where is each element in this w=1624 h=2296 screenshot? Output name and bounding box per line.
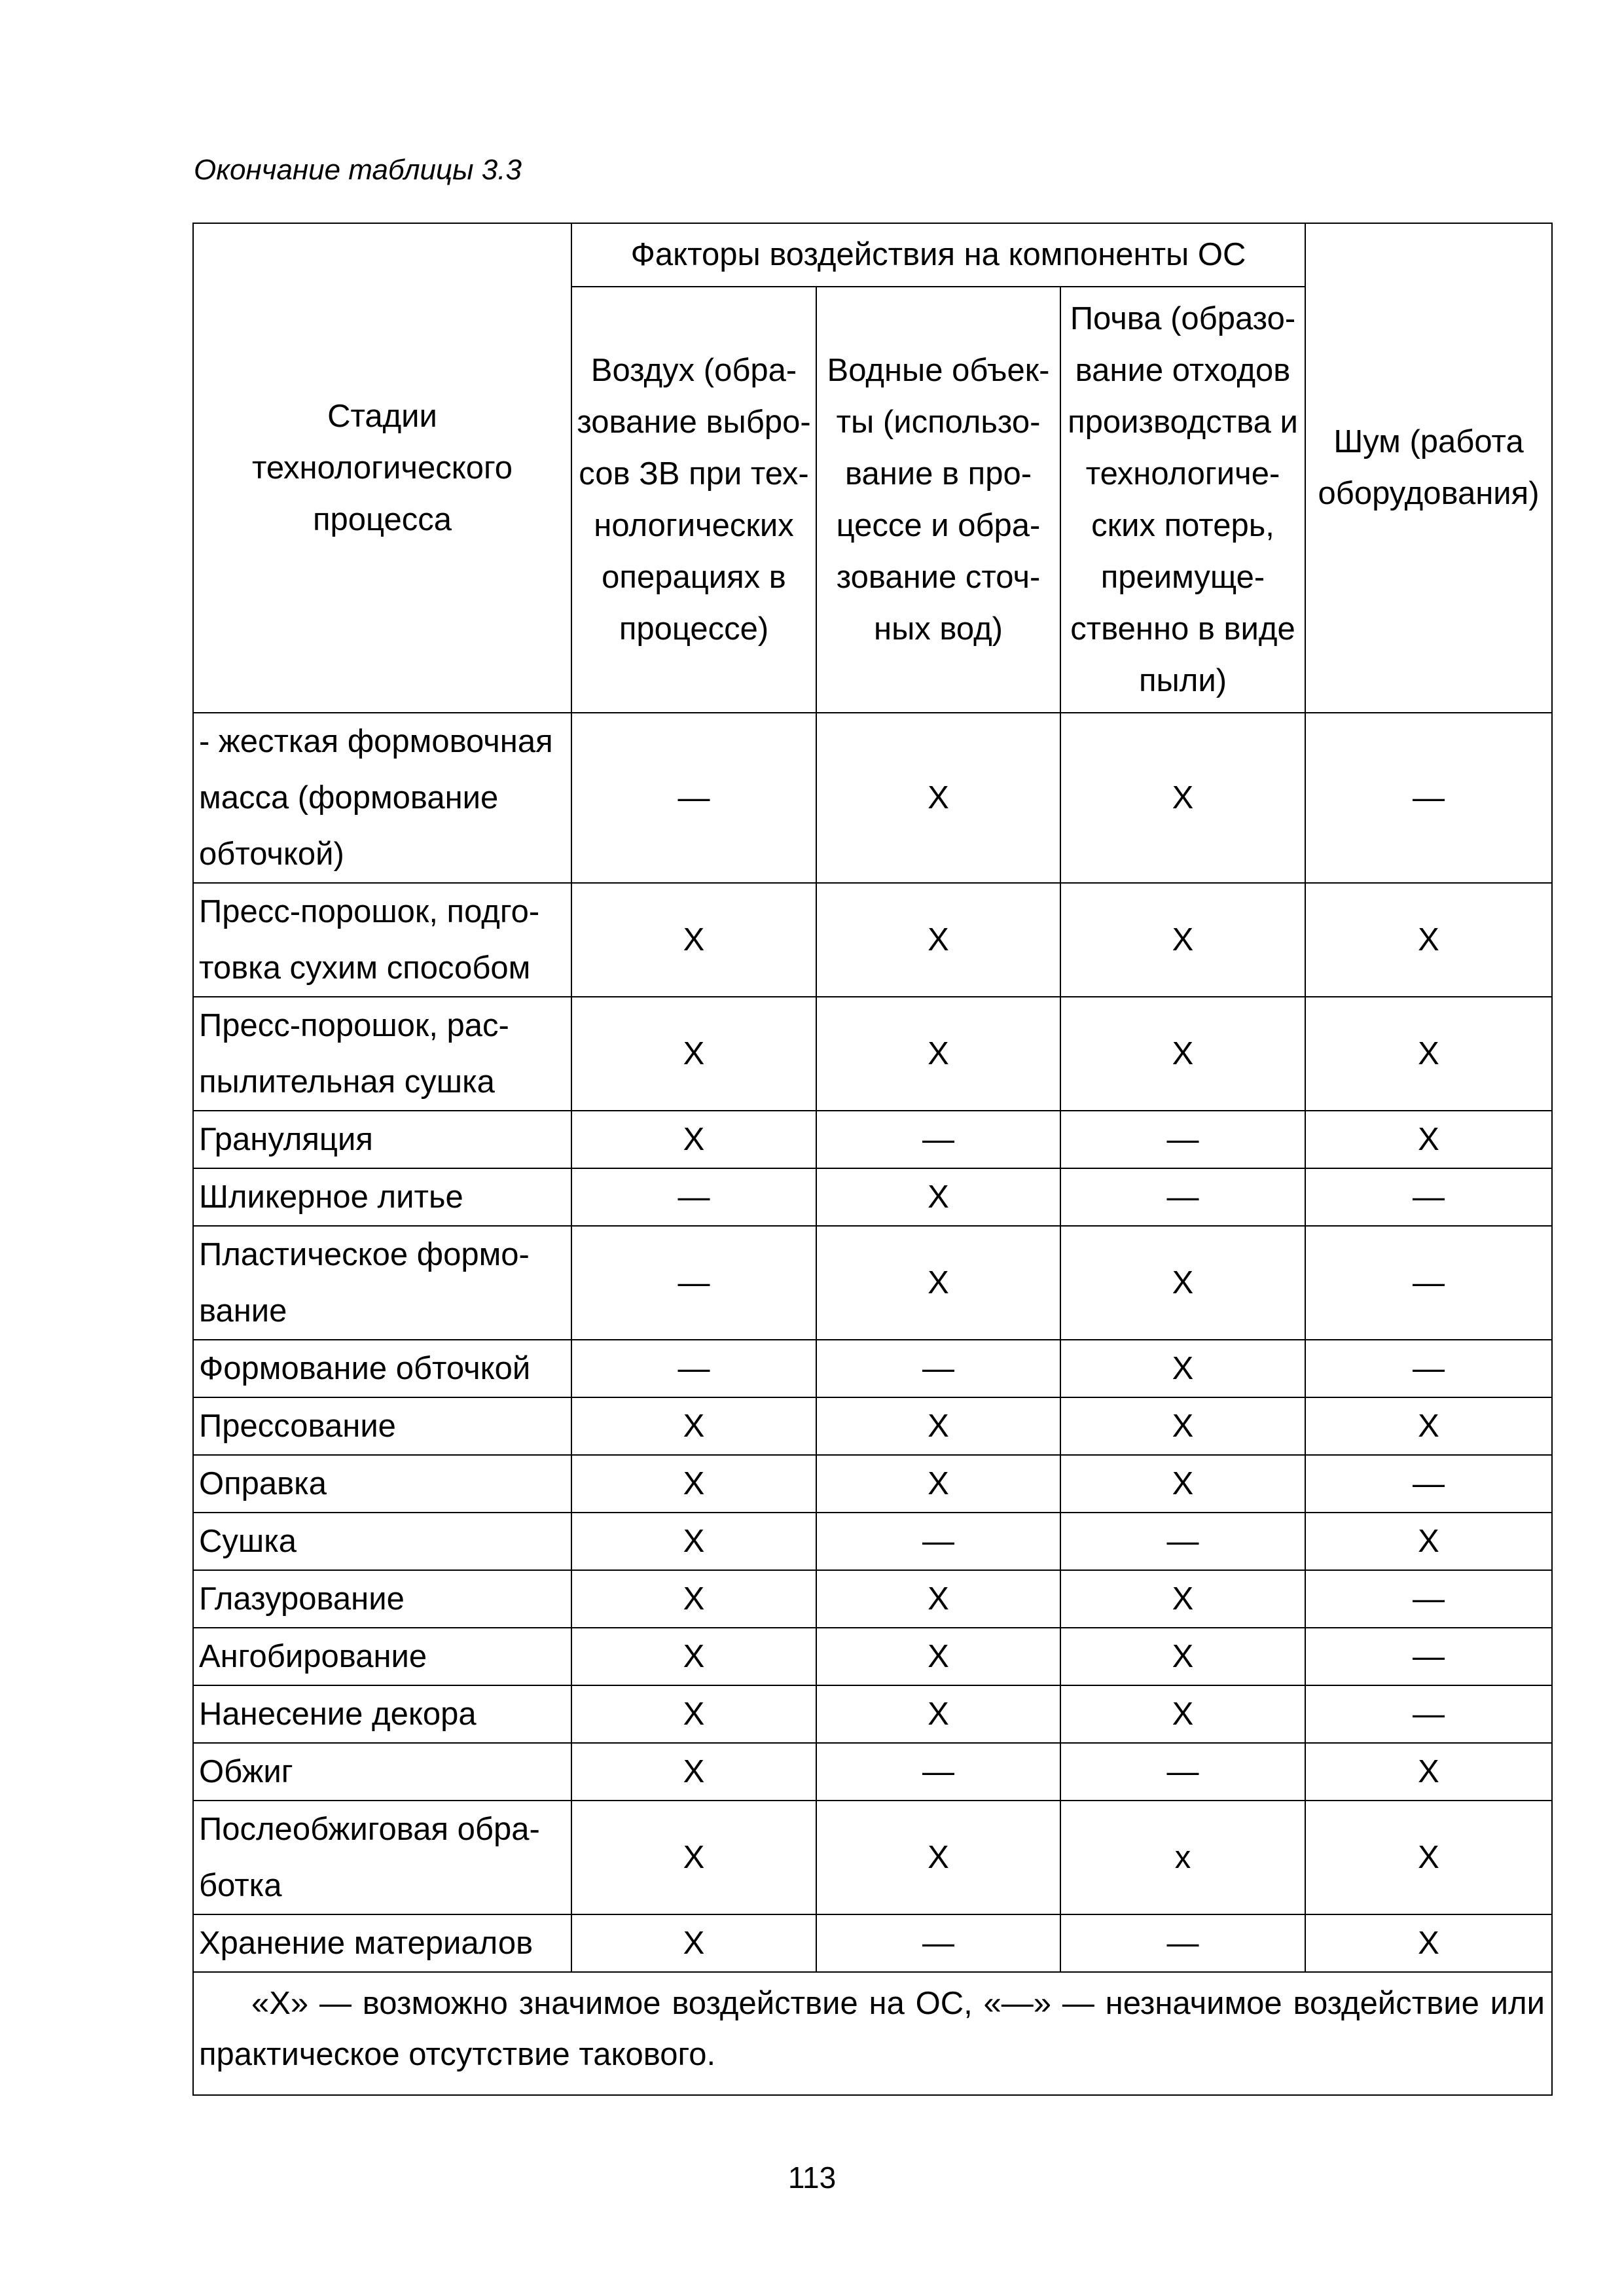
air-impact-cell: Х [571, 1685, 816, 1743]
stage-cell [193, 1628, 571, 1685]
noise-impact-cell: — [1305, 713, 1552, 883]
table-row [193, 1743, 1552, 1801]
noise-impact-cell: — [1305, 1628, 1552, 1685]
table-row [193, 883, 1552, 997]
table-row [193, 1168, 1552, 1226]
table-row [193, 713, 1552, 883]
stage-cell [193, 1226, 571, 1340]
air-impact-cell: Х [571, 1743, 816, 1801]
impact-table [192, 223, 1553, 2096]
stage-line: Ангобирование [199, 1639, 427, 1674]
water-impact-cell: Х [816, 1455, 1060, 1513]
air-impact-cell: Х [571, 997, 816, 1111]
stage-cell [193, 883, 571, 997]
stage-cell [193, 1111, 571, 1168]
noise-impact-cell: — [1305, 1340, 1552, 1397]
stage-line: масса (формование [199, 780, 499, 816]
noise-impact-cell: — [1305, 1226, 1552, 1340]
table-caption: Окончание таблицы 3.3 [194, 154, 522, 186]
water-impact-cell: — [816, 1513, 1060, 1570]
stage-cell [193, 713, 571, 883]
soil-impact-cell: — [1060, 1111, 1305, 1168]
table-row [193, 997, 1552, 1111]
air-impact-cell: Х [571, 1801, 816, 1914]
water-impact-cell: — [816, 1743, 1060, 1801]
stage-line: Послеобжиговая обра- [199, 1812, 540, 1847]
noise-impact-cell: — [1305, 1168, 1552, 1226]
table-row [193, 1340, 1552, 1397]
water-column-header: Водные объек- ты (использо- вание в про- цессе и обра- зование сточ- ных вод) [816, 287, 1060, 713]
stage-cell [193, 1801, 571, 1914]
water-impact-cell: Х [816, 1570, 1060, 1628]
stage-line: пылительная сушка [199, 1064, 495, 1100]
table-row [193, 1801, 1552, 1914]
soil-impact-cell: — [1060, 1513, 1305, 1570]
soil-impact-cell: Х [1060, 883, 1305, 997]
noise-impact-cell: Х [1305, 1914, 1552, 1972]
stage-line: Формование обточкой [199, 1351, 531, 1386]
air-impact-cell: Х [571, 1628, 816, 1685]
page-number: 113 [787, 2161, 837, 2195]
soil-impact-cell: Х [1060, 1397, 1305, 1455]
soil-impact-cell: — [1060, 1914, 1305, 1972]
air-impact-cell: — [571, 1340, 816, 1397]
soil-impact-cell: — [1060, 1743, 1305, 1801]
air-impact-cell: — [571, 713, 816, 883]
soil-impact-cell: Х [1060, 1570, 1305, 1628]
air-impact-cell: — [571, 1168, 816, 1226]
stage-cell [193, 1340, 571, 1397]
air-impact-cell: Х [571, 1111, 816, 1168]
stage-line: ботка [199, 1868, 282, 1903]
soil-impact-cell: Х [1060, 997, 1305, 1111]
water-impact-cell: — [816, 1111, 1060, 1168]
stage-line: Хранение материалов [199, 1926, 533, 1961]
noise-impact-cell: Х [1305, 1801, 1552, 1914]
air-impact-cell: Х [571, 1455, 816, 1513]
table-note: «Х» — возможно значимое воздействие на ОС, «—» — незначимое воздействие или практическое отсутствие такового. [193, 1972, 1552, 2095]
table-row [193, 1397, 1552, 1455]
stage-line: обточкой) [199, 836, 344, 872]
table-row [193, 1570, 1552, 1628]
noise-impact-cell: Х [1305, 1111, 1552, 1168]
stage-cell [193, 1397, 571, 1455]
water-impact-cell: Х [816, 1628, 1060, 1685]
stage-line: товка сухим способом [199, 950, 531, 986]
water-impact-cell: Х [816, 1168, 1060, 1226]
noise-impact-cell: Х [1305, 997, 1552, 1111]
air-impact-cell: Х [571, 883, 816, 997]
water-impact-cell: Х [816, 1801, 1060, 1914]
noise-impact-cell: — [1305, 1685, 1552, 1743]
table-row [193, 1628, 1552, 1685]
soil-impact-cell: х [1060, 1801, 1305, 1914]
stage-cell [193, 1685, 571, 1743]
water-impact-cell: Х [816, 883, 1060, 997]
soil-impact-cell: Х [1060, 1226, 1305, 1340]
stage-line: Глазурование [199, 1581, 405, 1617]
soil-column-header: Почва (образо- вание отходов производства и технологиче- ских потерь, преимуще- ственно в виде пыли) [1060, 287, 1305, 713]
air-impact-cell: Х [571, 1570, 816, 1628]
stage-line: Шликерное литье [199, 1179, 463, 1215]
soil-impact-cell: Х [1060, 1685, 1305, 1743]
table-row [193, 1513, 1552, 1570]
stage-cell [193, 1455, 571, 1513]
noise-impact-cell: — [1305, 1570, 1552, 1628]
water-impact-cell: Х [816, 713, 1060, 883]
table-row [193, 1111, 1552, 1168]
stage-line: вание [199, 1293, 287, 1329]
water-impact-cell: Х [816, 1685, 1060, 1743]
stage-cell [193, 1914, 571, 1972]
stage-line: Обжиг [199, 1754, 293, 1789]
water-impact-cell: — [816, 1914, 1060, 1972]
water-impact-cell: Х [816, 1226, 1060, 1340]
stage-line: Грануляция [199, 1122, 373, 1157]
water-impact-cell: Х [816, 1397, 1060, 1455]
noise-impact-cell: Х [1305, 1397, 1552, 1455]
air-impact-cell: Х [571, 1397, 816, 1455]
factors-group-header: Факторы воздействия на компоненты ОС [571, 223, 1305, 287]
water-impact-cell: — [816, 1340, 1060, 1397]
note-row [193, 1972, 1552, 2095]
stage-cell [193, 997, 571, 1111]
table-row [193, 1685, 1552, 1743]
stage-line: Сушка [199, 1524, 297, 1559]
stage-line: Прессование [199, 1408, 396, 1444]
stage-cell [193, 1168, 571, 1226]
stage-cell [193, 1743, 571, 1801]
soil-impact-cell: Х [1060, 1628, 1305, 1685]
stage-line: Пластическое формо- [199, 1237, 530, 1272]
air-impact-cell: Х [571, 1513, 816, 1570]
stage-line: Пресс-порошок, рас- [199, 1008, 509, 1043]
table-row [193, 1455, 1552, 1513]
stage-column-header: Стадии технологического процесса [193, 223, 571, 713]
water-impact-cell: Х [816, 997, 1060, 1111]
stage-line: - жесткая формовочная [199, 724, 553, 759]
stage-line: Нанесение декора [199, 1696, 477, 1732]
stage-line: Пресс-порошок, подго- [199, 894, 540, 929]
table-row [193, 1226, 1552, 1340]
noise-impact-cell: Х [1305, 1743, 1552, 1801]
table-row [193, 1914, 1552, 1972]
air-column-header: Воздух (обра- зование выбро- сов ЗВ при тех- нологических операциях в процессе) [571, 287, 816, 713]
noise-impact-cell: — [1305, 1455, 1552, 1513]
stage-cell [193, 1570, 571, 1628]
stage-line: Оправка [199, 1466, 327, 1501]
soil-impact-cell: Х [1060, 1455, 1305, 1513]
noise-impact-cell: Х [1305, 1513, 1552, 1570]
air-impact-cell: Х [571, 1914, 816, 1972]
air-impact-cell: — [571, 1226, 816, 1340]
noise-column-header: Шум (работа оборудования) [1305, 223, 1552, 713]
soil-impact-cell: — [1060, 1168, 1305, 1226]
soil-impact-cell: Х [1060, 1340, 1305, 1397]
stage-cell [193, 1513, 571, 1570]
noise-impact-cell: Х [1305, 883, 1552, 997]
soil-impact-cell: Х [1060, 713, 1305, 883]
